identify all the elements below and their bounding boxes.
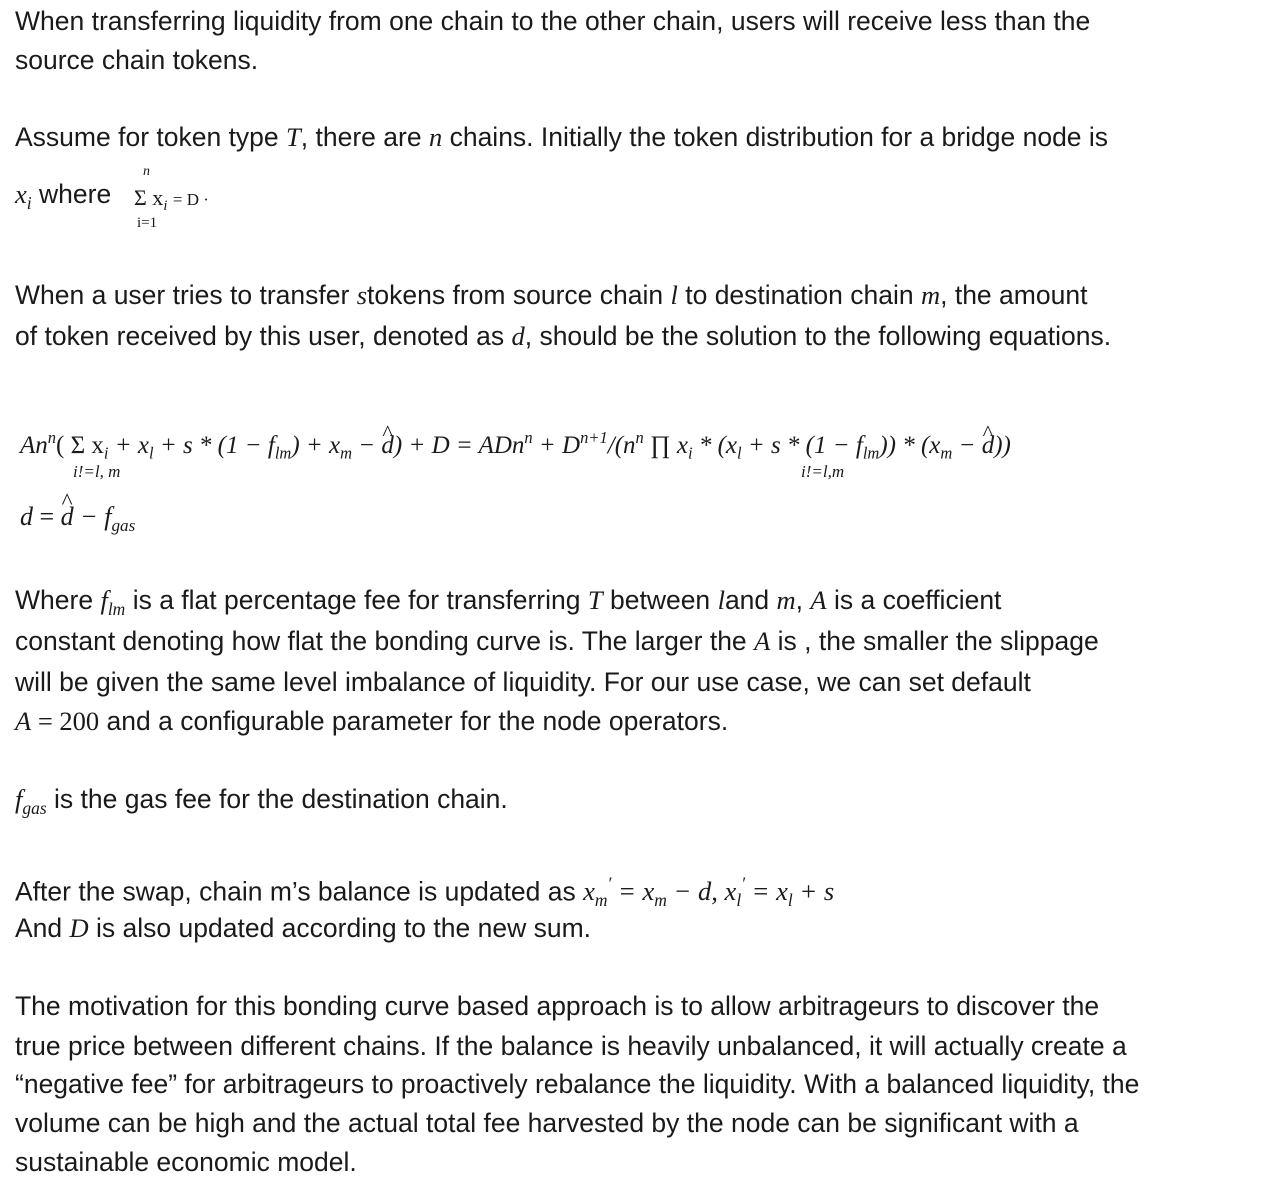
- product-lower-index: i!=l,m: [801, 462, 845, 481]
- motivation-line: true price between different chains. If the balance is heavily unbalanced, it will actually create a: [15, 1031, 1127, 1061]
- assume-line-1: [15, 118, 1108, 157]
- symbol-T-2: T: [587, 585, 603, 615]
- d-hat-1: ^ d: [381, 432, 394, 460]
- symbol-f-lm: $f_{lm}$: [100, 585, 126, 620]
- sum-expression: Σ $x_i = D$ ·: [134, 185, 209, 215]
- where-line-4: A = 200 and a configurable parameter for the node operators.: [15, 706, 729, 736]
- sum-lower-index: i!=l, m: [73, 462, 121, 481]
- assume-text-2: , there are: [300, 122, 422, 152]
- symbol-s: s: [356, 280, 368, 310]
- assume-where: where: [39, 179, 112, 209]
- intro-line-1: When transferring liquidity from one chain to the other chain, users will receive less than the: [15, 6, 1091, 36]
- motivation-line: “negative fee” for arbitrageurs to proactively rebalance the liquidity. With a balanced liquidity, the: [15, 1069, 1140, 1099]
- motivation-line: volume can be high and the actual total fee harvested by the node can be significant with a: [15, 1108, 1079, 1138]
- motivation-line: The motivation for this bonding curve based approach is to allow arbitrageurs to discover the: [15, 991, 1100, 1021]
- d-hat-3: ^ d: [61, 502, 74, 532]
- assume-line-2: [15, 175, 111, 223]
- symbol-A: A: [810, 585, 827, 615]
- gas-fee-line: $f_{gas}$ is the gas fee for the destination chain.: [15, 784, 508, 819]
- where-line-1: Where $f_{lm}$ is a flat percentage fee for transferring T between land m, A is a coefficient: [15, 585, 1002, 620]
- received-amount-equation: d = ^ $d - f_{gas}$: [20, 502, 135, 536]
- after-swap-line-2: And D is also updated according to the new sum.: [15, 913, 592, 943]
- symbol-D: D: [69, 913, 89, 943]
- after-swap-line-1: After the swap, chain m’s balance is updated as $x_m' = x_m - d$, $x_l' = x_l + s$: [15, 874, 835, 911]
- intro-line-2: source chain tokens.: [15, 45, 259, 75]
- transfer-line-1: When a user tries to transfer stokens from source chain l to destination chain m, the amount: [15, 280, 1088, 310]
- motivation-line: sustainable economic model.: [15, 1147, 357, 1177]
- symbol-l-2: l: [717, 585, 725, 615]
- symbol-T: T: [286, 122, 301, 152]
- sum-lower-limit: i=1: [137, 215, 158, 231]
- symbol-A-2: A: [754, 626, 771, 656]
- symbol-x-i: $x_i$: [15, 179, 32, 214]
- symbol-l: l: [670, 280, 678, 310]
- assume-text-3: chains. Initially the token distribution for a bridge node is: [449, 122, 1109, 152]
- symbol-A-3: A: [15, 706, 32, 736]
- symbol-m-2: m: [776, 585, 796, 615]
- sum-upper-limit: n: [143, 164, 150, 179]
- where-line-3: will be given the same level imbalance of liquidity. For our use case, we can set default: [15, 667, 1031, 697]
- balance-update-formula: $x_m' = x_m - d$, $x_l' = x_l + s$: [583, 874, 835, 911]
- symbol-n: n: [428, 122, 443, 152]
- symbol-m: m: [920, 280, 941, 310]
- default-A-value: = 200: [31, 706, 100, 736]
- symbol-d: d: [511, 321, 525, 351]
- where-line-2: constant denoting how flat the bonding curve is. The larger the A is , the smaller the slippage: [15, 626, 1099, 656]
- bonding-curve-equation: An$^n$( Σ $x_i + x_l + s * (1 - f_{lm}) + x_m$ − ^ $d) + D = ADn^n + D^{n+1}/(n^n$ ∏ $x_i * (x_l + s * (1 - f_{lm})) * (x_m$ − ^ d)): [20, 428, 1011, 464]
- d-hat-2: ^ d: [982, 432, 995, 460]
- transfer-line-2: of token received by this user, denoted as d, should be the solution to the following equations.: [15, 321, 1112, 351]
- symbol-f-gas: $f_{gas}$: [15, 784, 47, 819]
- assume-text-1: Assume for token type: [15, 122, 279, 152]
